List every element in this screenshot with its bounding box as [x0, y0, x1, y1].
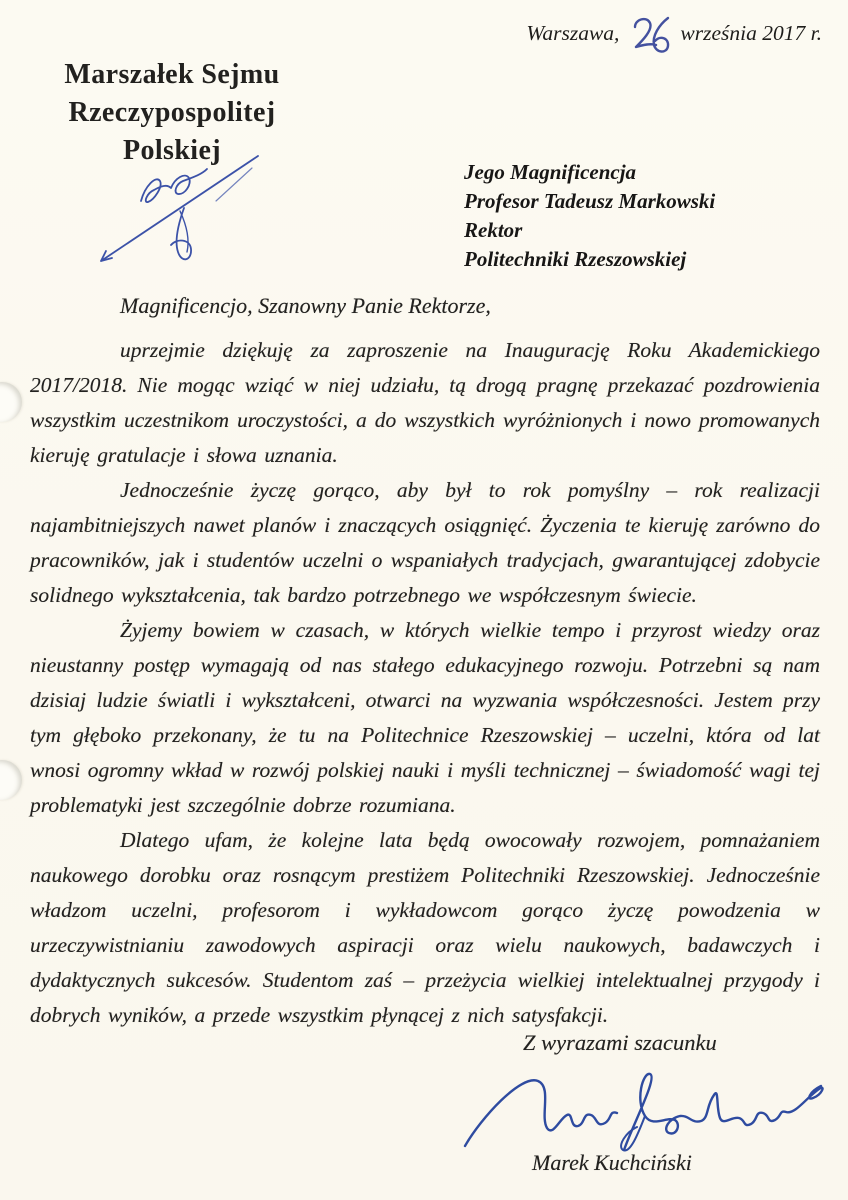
signer-printed-name: Marek Kuchciński	[532, 1150, 692, 1175]
paragraph-1: uprzejmie dziękuję za zaproszenie na Inaugurację Roku Akademickiego 2017/2018. Nie mogąc wziąć w niej udziału, tą drogą pragnę przekazać pozdrowienia wszystkim uczestnikom uroczystości, a do wszystkich wyróżnionych i nowo promowanych kieruję gratulacje i słowa uznania.	[30, 338, 820, 467]
paragraph-4: Dlatego ufam, że kolejne lata będą owocowały rozwojem, pomnażaniem naukowego dorobku oraz rosnącym prestiżem Politechniki Rzeszowskiej. Jednocześnie władzom uczelni, profesorom i wykładowcom gorąco życzę powodzenia w urzeczywistnianiu zawodowych aspiracji oraz wielu naukowych, badawczych i dydaktycznych sukcesów. Studentom zaś – przeżycia wielkiej intelektualnej przygody i dobrych wyników, a przede wszystkim płynącej z nich satysfakcji.	[30, 828, 820, 1027]
handwritten-day-ink	[627, 14, 679, 56]
letterhead-state-name: Rzeczypospolitej Polskiej	[68, 97, 276, 166]
date-line	[526, 18, 822, 56]
letter-body	[30, 288, 820, 1033]
paragraph-2: Jednocześnie życzę gorąco, aby był to rok pomyślny – rok realizacji najambitniejszych nawet planów i znaczących osiągnięć. Życzenia te kieruję zarówno do pracowników, jak i studentów uczelni o wspaniałych tradycjach, gwarantującej zdobycie solidnego wykształcenia, tak bardzo potrzebnego we współczesnym świecie.	[30, 478, 820, 607]
recipient-honorific: Jego Magnificencja	[464, 160, 637, 184]
closing-formula: Z wyrazami szacunku	[523, 1030, 717, 1055]
date-month-year: września 2017 r.	[680, 21, 822, 45]
hole-punch-artifact-bottom	[0, 760, 22, 800]
salutation: Magnificencjo, Szanowny Panie Rektorze,	[120, 293, 491, 318]
recipient-institution: Politechniki Rzeszowskiej	[464, 247, 687, 271]
recipient-block	[464, 158, 715, 274]
signature-handwritten-ink	[425, 1066, 835, 1161]
date-city: Warszawa,	[526, 21, 620, 45]
handwritten-routing-note-ink	[92, 148, 272, 273]
recipient-name: Profesor Tadeusz Markowski	[464, 189, 716, 213]
hole-punch-artifact-top	[0, 382, 22, 422]
recipient-position: Rektor	[464, 218, 523, 242]
paragraph-3: Żyjemy bowiem w czasach, w których wielkie tempo i przyrost wiedzy oraz nieustanny postęp wymagają od nas stałego edukacyjnego rozwoju. Potrzebni są nam dzisiaj ludzie światli i wykształceni, otwarci na wyzwania współczesności. Jestem przy tym głęboko przekonany, że tu na Politechnice Rzeszowskiej – uczelni, która od lat wnosi ogromny wkład w rozwój polskiej nauki i myśli technicznej – świadomość wagi tej problematyki jest szczególnie dobrze rozumiana.	[30, 618, 820, 817]
letterhead-office-title: Marszałek Sejmu	[64, 59, 280, 90]
